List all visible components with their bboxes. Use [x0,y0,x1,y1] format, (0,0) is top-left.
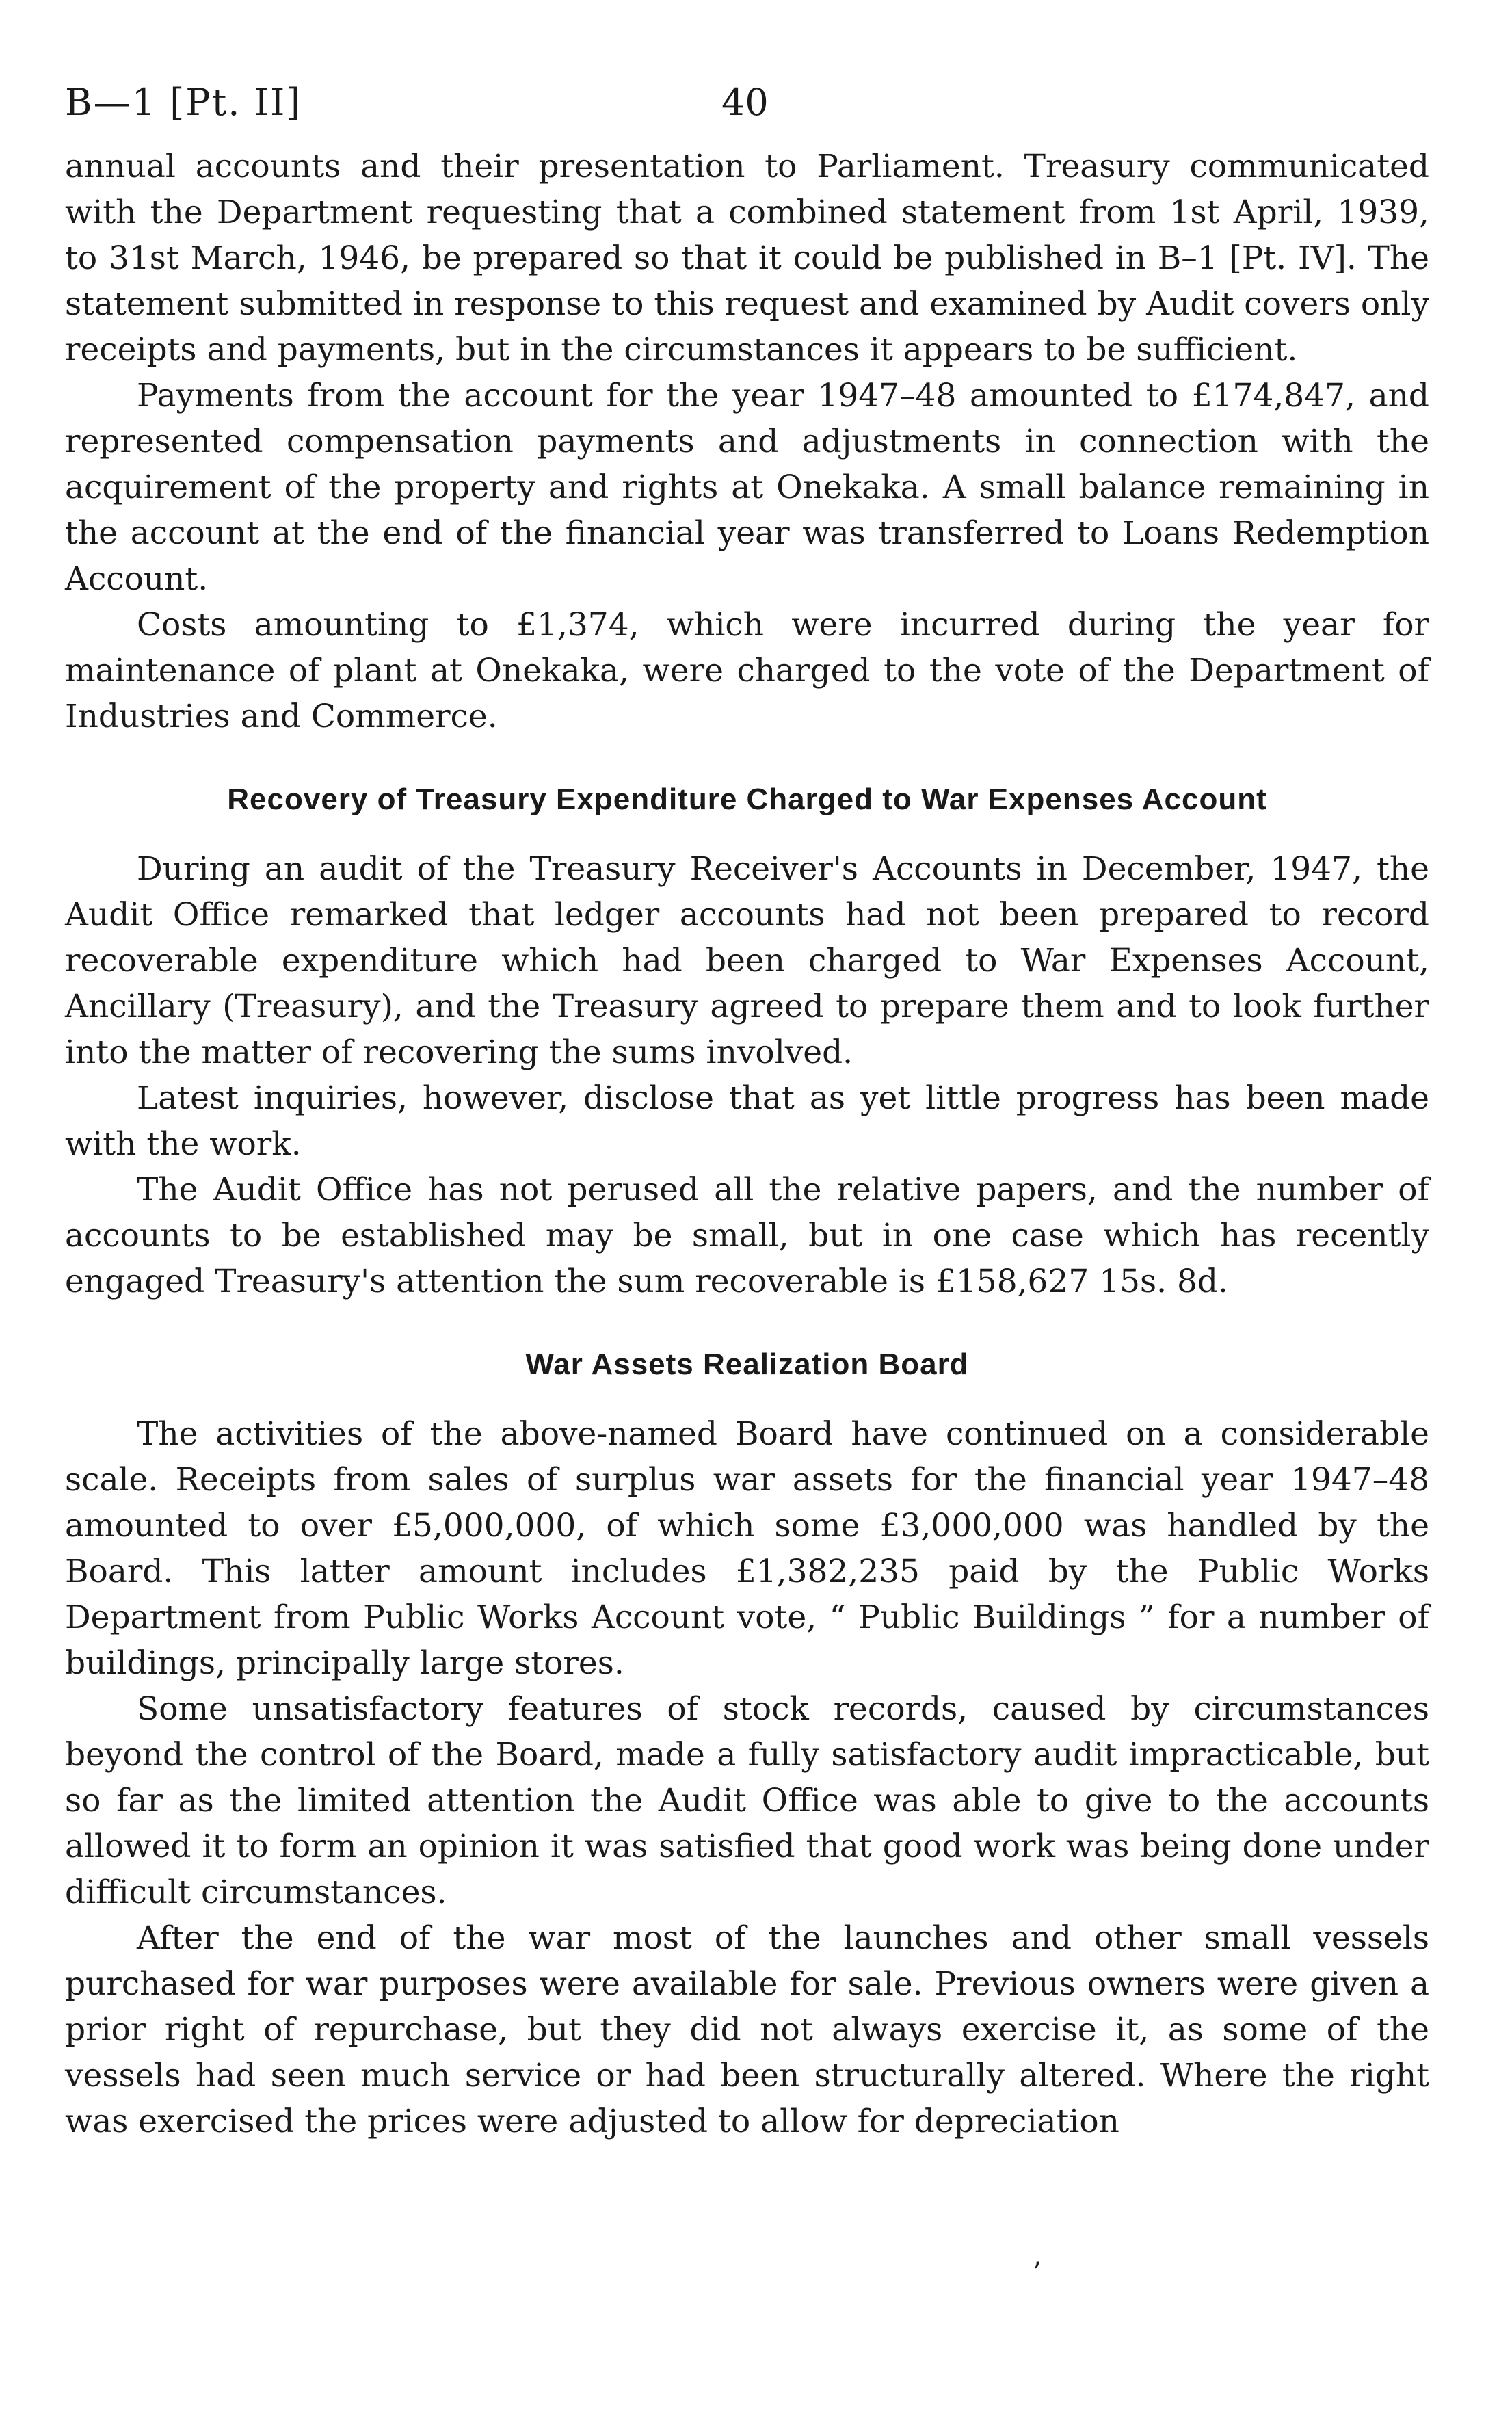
section-heading: Recovery of Treasury Expenditure Charged to War Expenses Account [227,783,1267,816]
paragraph: Latest inquiries, however, disclose that as yet little progress has been made with the work. [65,1079,1429,1163]
paragraph: The Audit Office has not perused all the relative papers, and the number of accounts to be established may be small, but in one case which has recently engaged Treasury's attention the sum recoverable is £158,627 15s. 8d. [65,1171,1429,1300]
footer-mark: ’ [1033,2257,1042,2289]
section-onekaka [65,144,1429,739]
paragraph: The activities of the above-named Board have continued on a considerable scale. Receipts from sales of surplus war assets for the financial year 1947–48 amounted to over £5,000,000, of which some £3,000,000 was handled by the Board. This latter amount includes £1,382,235 paid by the Public Works Department from Public Works Account vote, “ Public Buildings ” for a number of buildings, principally large stores. [65,1415,1429,1682]
paragraph: Costs amounting to £1,374, which were incurred during the year for maintenance of plant at Onekaka, were charged to the vote of the Department of Industries and Commerce. [65,606,1429,735]
paragraph: Some unsatisfactory features of stock records, caused by circumstances beyond the control of the Board, made a fully satisfactory audit impracticable, but so far as the limited attention the Audit Office was able to give to the accounts allowed it to form an opinion it was satisfied that good work was being done under difficult circumstances. [65,1690,1429,1911]
section-heading: War Assets Realization Board [525,1348,969,1381]
section-war-assets-realization-board [65,1344,1429,2144]
paragraph: During an audit of the Treasury Receiver's Accounts in December, 1947, the Audit Office remarked that ledger accounts had not been prepared to record recoverable expenditure which had been charged to War Expenses Account, Ancillary (Treasury), and the Treasury agreed to prepare them and to look further into the matter of recovering the sums involved. [65,850,1429,1071]
running-header [65,75,1429,144]
paragraph: Payments from the account for the year 1947–48 amounted to £174,847, and represented compensation payments and adjustments in connection with the acquirement of the property and rights at Onekaka. A small balance remaining in the account at the end of the financial year was transferred to Loans Redemption Account. [65,377,1429,598]
section-recovery-treasury-expenditure [65,779,1429,1304]
paragraph: After the end of the war most of the launches and other small vessels purchased for war purposes were available for sale. Previous owners were given a prior right of repurchase, but they did not always exercise it, as some of the vessels had seen much service or had been structurally altered. Where the right was exercised the prices were adjusted to allow for depreciation [65,1919,1429,2140]
paragraph-continued: annual accounts and their presentation to Parliament. Treasury communicated with the Department requesting that a combined statement from 1st April, 1939, to 31st March, 1946, be prepared so that it could be published in B–1 [Pt. IV]. The statement submitted in response to this request and examined by Audit covers only receipts and payments, but in the circumstances it appears to be sufficient. [65,148,1429,369]
document-page [65,75,1429,2144]
page-number: 40 [721,81,769,124]
document-reference: B—1 [Pt. II] [65,81,302,124]
